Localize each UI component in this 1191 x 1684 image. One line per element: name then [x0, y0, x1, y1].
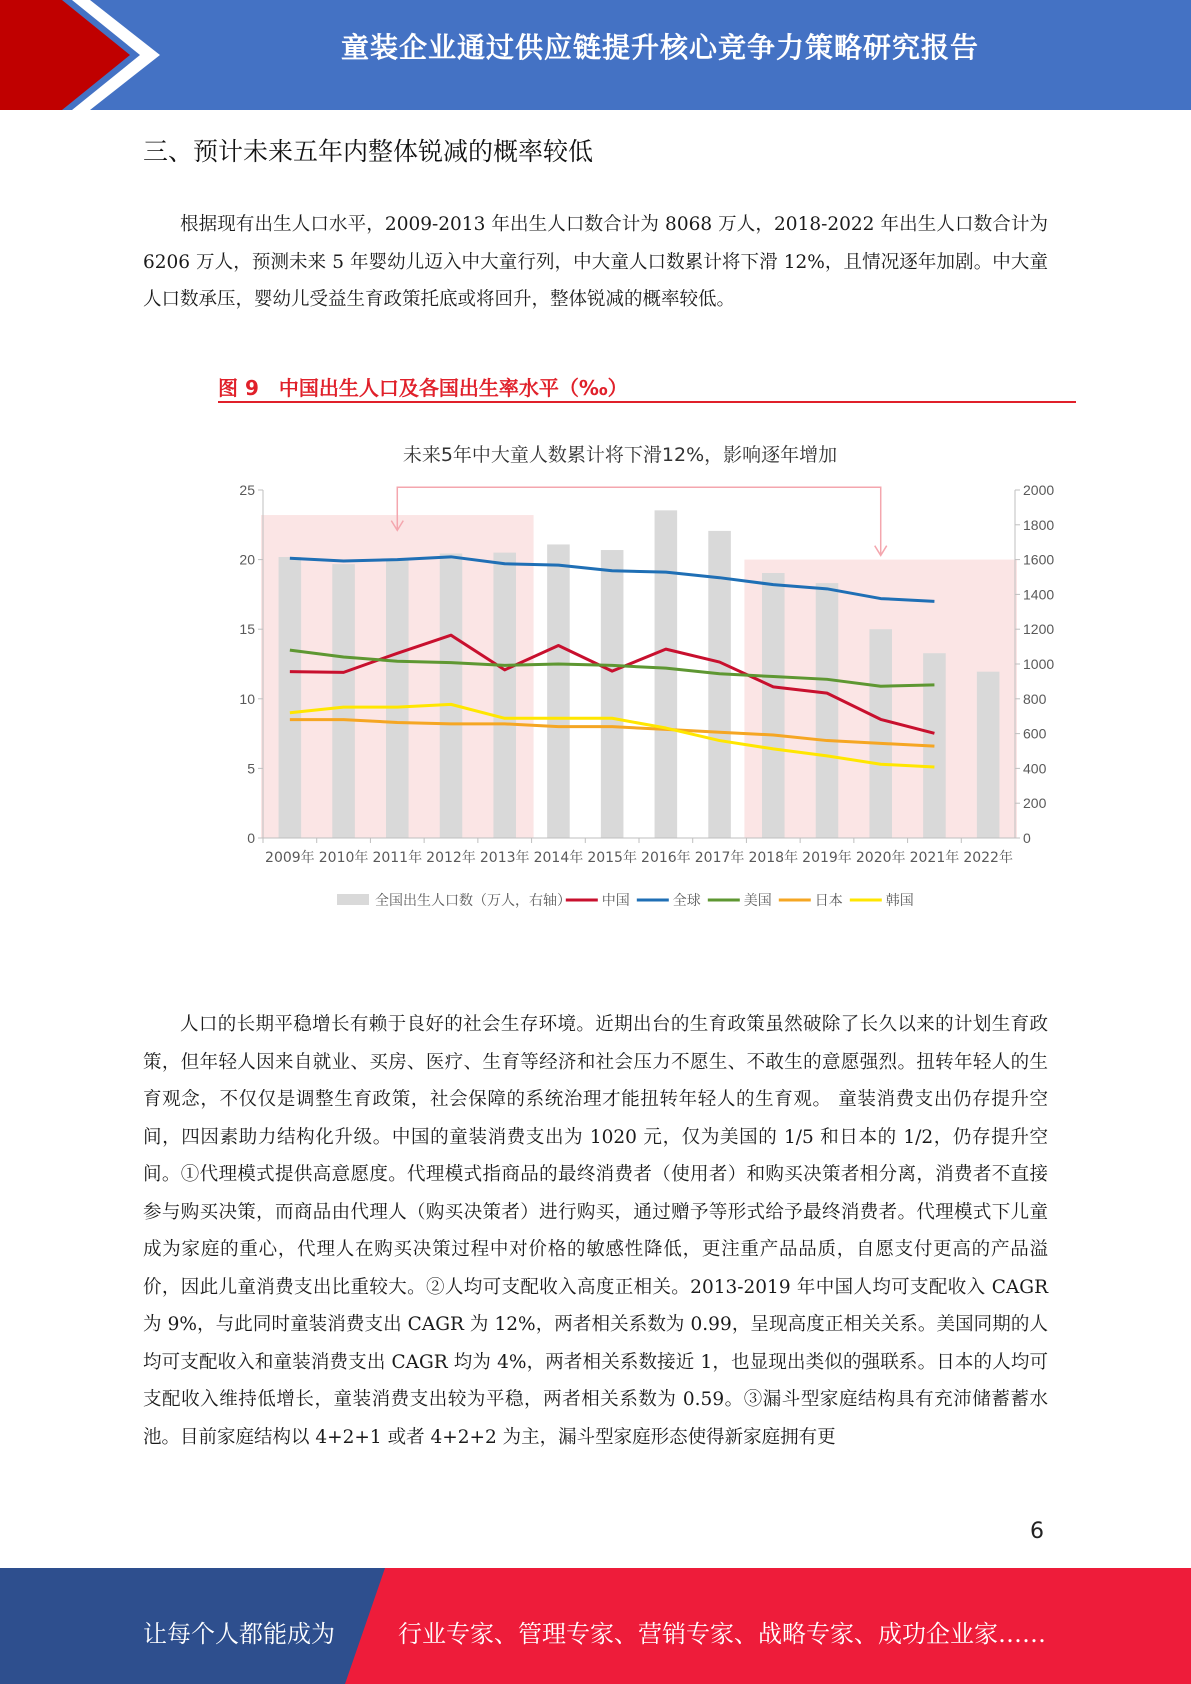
bar [977, 672, 1000, 838]
y-right-tick-label: 1800 [1023, 516, 1055, 533]
y-right-tick-label: 1000 [1023, 656, 1055, 672]
birth-rate-chart [215, 470, 1095, 940]
y-left-tick-label: 20 [239, 551, 255, 568]
legend-swatch [337, 894, 369, 905]
figure-rule [218, 401, 1076, 403]
paragraph-1: 根据现有出生人口水平，2009-2013 年出生人口数合计为 8068 万人，2018-2022 年出生人口数合计为6206 万人，预测未来 5 年婴幼儿迈入中大童行列，中大童人口数累计将下滑 12%，且情况逐年加剧。中大童人口数承压，婴幼儿受益生育政策托底或将回升，整体锐减的概率较低。 [143, 214, 1048, 310]
y-right-tick-label: 600 [1023, 725, 1047, 742]
bar [440, 554, 463, 838]
x-tick-label: 2021年 [909, 850, 960, 866]
x-tick-label: 2019年 [802, 850, 852, 866]
y-right-tick-label: 200 [1023, 795, 1047, 812]
bar [655, 510, 678, 838]
page-number: 6 [1030, 1519, 1044, 1544]
legend-label: 美国 [743, 893, 772, 909]
x-tick-label: 2018年 [748, 850, 799, 866]
figure-caption: 图 9 中国出生人口及各国出生率水平（‰） [218, 376, 628, 400]
x-tick-label: 2020年 [855, 850, 906, 866]
bar [816, 583, 839, 838]
y-right-tick-label: 1400 [1023, 586, 1055, 603]
bar [332, 564, 355, 838]
y-right-tick-label: 800 [1023, 690, 1047, 707]
footer-slogan-right: 行业专家、管理专家、营销专家、战略专家、成功企业家…… [398, 1620, 1046, 1648]
y-right-tick-label: 400 [1023, 760, 1047, 777]
header-arrow-icon [0, 0, 200, 110]
y-left-tick-label: 15 [239, 621, 255, 638]
page-header [0, 0, 1191, 110]
paragraph-2: 人口的长期平稳增长有赖于良好的社会生存环境。近期出台的生育政策虽然破除了长久以来的计划生育政策，但年轻人因来自就业、买房、医疗、生育等经济和社会压力不愿生、不敢生的意愿强烈。扭转年轻人的生育观念，不仅仅是调整生育政策，社会保障的系统治理才能扭转年轻人的生育观。 童装消费支出仍存提升空间，四因素助力结构化升级。中国的童装消费支出为 1020 元，仅为美国的 1/5 和日本的 1/2，仍存提升空间。①代理模式提供高意愿度。代理模式指商品的最终消费者（使用者）和购买决策者相分离，消费者不直接参与购买决策，而商品由代理人（购买决策者）进行购买，通过赠予等形式给予最终消费者。代理模式下儿童成为家庭的重心，代理人在购买决策过程中对价格的敏感性降低，更注重产品品质，自愿支付更高的产品溢价，因此儿童消费支出比重较大。②人均可支配收入高度正相关。2013-2019 年中国人均可支配收入 CAGR 为 9%，与此同时童装消费支出 CAGR 为 12%，两者相关系数为 0.99，呈现高度正相关关系。美国同期的人均可支配收入和童装消费支出 CAGR 均为 4%，两者相关系数接近 1，也显现出类似的强联系。日本的人均可支配收入维持低增长，童装消费支出较为平稳，两者相关系数为 0.59。③漏斗型家庭结构具有充沛储蓄蓄水池。目前家庭结构以 4+2+1 或者 4+2+2 为主，漏斗型家庭形态使得新家庭拥有更 [143, 1014, 1048, 1448]
section-title: 三、预计未来五年内整体锐减的概率较低 [143, 137, 594, 166]
y-left-tick-label: 0 [247, 830, 255, 846]
legend-label: 全球 [672, 893, 701, 909]
y-right-tick-label: 0 [1023, 830, 1031, 846]
y-right-tick-label: 1200 [1023, 621, 1055, 638]
bar [386, 560, 409, 838]
legend-label: 日本 [814, 893, 843, 909]
bar [601, 550, 624, 838]
x-tick-label: 2009年 [265, 850, 315, 866]
legend-label: 全国出生人口数（万人，右轴） [375, 893, 571, 909]
legend-label: 韩国 [885, 893, 914, 909]
legend-label: 中国 [601, 893, 630, 909]
y-left-tick-label: 10 [239, 690, 255, 707]
y-left-tick-label: 25 [239, 482, 255, 498]
x-tick-label: 2015年 [587, 850, 637, 866]
bar [493, 553, 516, 838]
y-right-tick-label: 2000 [1023, 482, 1055, 498]
x-tick-label: 2013年 [479, 850, 530, 866]
bar [869, 629, 892, 838]
x-tick-label: 2022年 [963, 850, 1013, 866]
y-right-tick-label: 1600 [1023, 551, 1055, 568]
x-tick-label: 2011年 [372, 850, 423, 866]
x-tick-label: 2012年 [426, 850, 476, 866]
report-title: 童装企业通过供应链提升核心竞争力策略研究报告 [340, 31, 979, 64]
y-left-tick-label: 5 [247, 760, 255, 777]
x-tick-label: 2016年 [641, 850, 691, 866]
x-tick-label: 2010年 [318, 850, 369, 866]
chart-title: 未来5年中大童人数累计将下滑12%，影响逐年增加 [402, 444, 838, 466]
footer-slogan-left: 让每个人都能成为 [143, 1620, 335, 1648]
bar [547, 544, 570, 838]
page-footer [0, 1568, 1191, 1684]
bar [279, 557, 302, 838]
x-tick-label: 2014年 [533, 850, 584, 866]
bar [762, 573, 785, 838]
x-tick-label: 2017年 [694, 850, 745, 866]
